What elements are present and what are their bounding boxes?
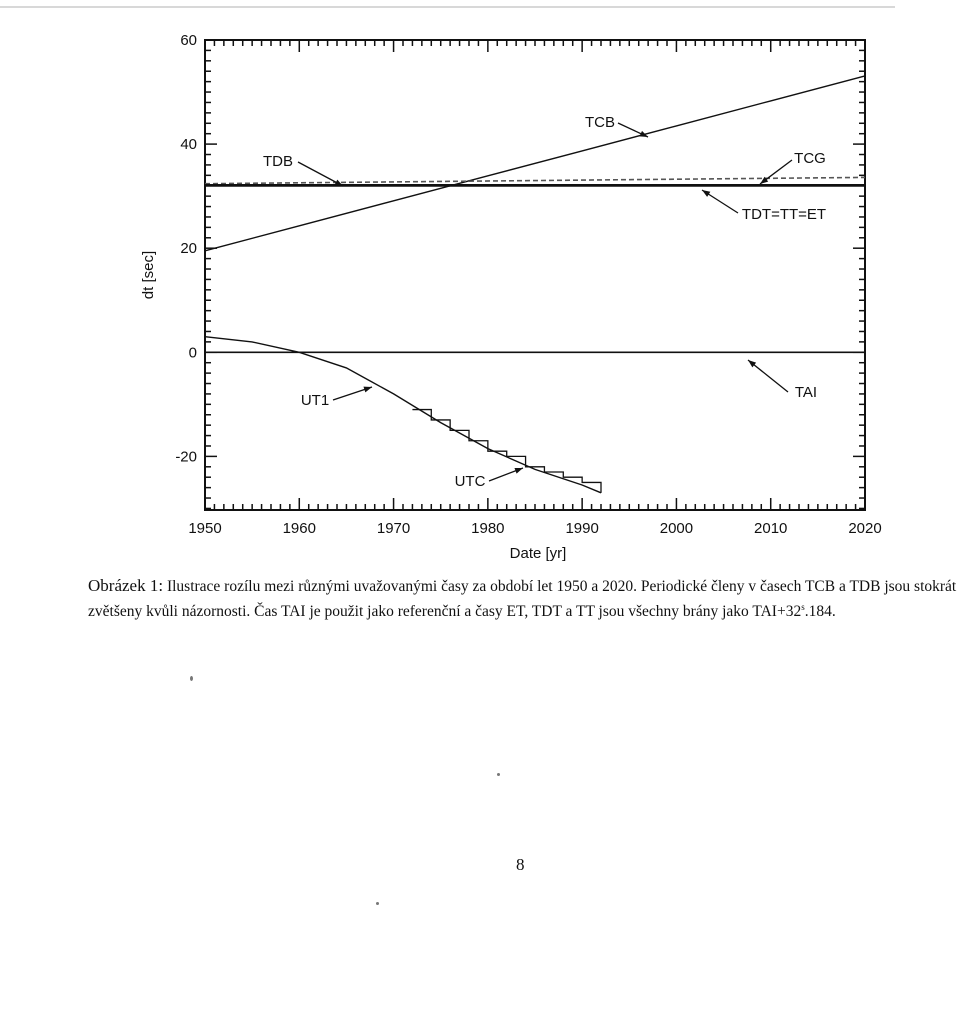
series-label-tai: TAI [794,384,818,401]
y-tick-label: 0 [188,344,197,362]
series-line-tcb [205,76,865,251]
series-label-tdt-tt-et: TDT=TT=ET [741,206,827,223]
y-axis-label: dt [sec] [140,250,157,300]
x-tick-label: 1970 [376,520,411,537]
x-tick-label: 1980 [471,520,505,537]
caption-prefix: Obrázek 1: [88,576,164,595]
series-line-ut1 [205,337,601,493]
scan-speck [190,676,193,681]
x-tick-label: 2010 [754,520,788,537]
scan-speck [376,902,379,905]
y-tick-label: 60 [180,32,197,49]
series-labels [263,114,826,490]
x-tick-label: 1950 [188,520,222,537]
series-lines [205,76,865,493]
plot-frame [205,40,865,510]
caption-suffix: .184. [804,603,836,621]
figure-caption [88,576,958,622]
x-tick-label: 1960 [282,520,316,537]
axis-ticks [205,40,865,510]
x-tick-label: 1990 [565,520,599,537]
x-tick-labels [188,520,881,537]
series-label-utc: UTC [454,473,486,490]
series-label-tcb: TCB [585,114,615,131]
series-label-tcg: TCG [794,150,826,167]
x-tick-label: 2000 [659,520,694,537]
leader-arrowhead-ut1 [363,387,372,393]
x-axis-label: Date [yr] [509,545,567,562]
caption-text: Ilustrace rozílu mezi různými uvažovanými časy za období let 1950 a 2020. Periodické členy v časech TCB a TDB jsou stokrát zvětšeny kvůli názornosti. Čas TAI je použit jako referenční a časy ET, TDT a TT jsou všechny brány jako TAI+32 [88,578,957,621]
leader-arrowhead-utc [514,468,523,474]
x-tick-label: 2020 [848,520,882,537]
page-number: 8 [516,855,525,874]
y-tick-label: 40 [180,136,197,154]
leader-arrowhead-tdt-tt-et [702,190,710,197]
series-label-tdb: TDB [263,153,293,170]
y-tick-label: 20 [180,240,197,258]
scan-speck [497,773,500,776]
y-tick-labels [175,32,197,465]
caption-superscript: s [801,602,805,612]
y-tick-label: -20 [175,448,197,466]
series-label-ut1: UT1 [300,392,330,409]
